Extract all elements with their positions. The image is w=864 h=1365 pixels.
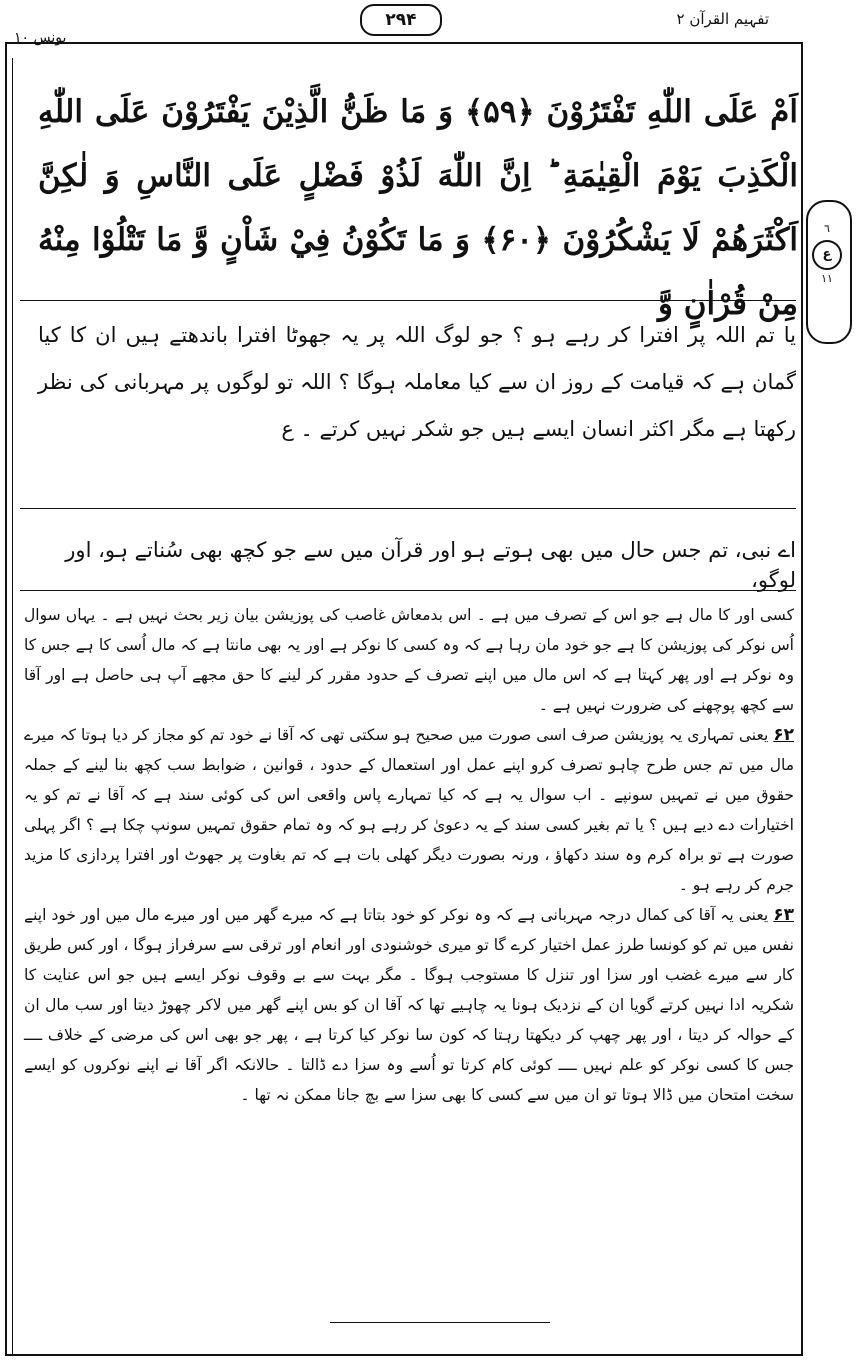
footnote-62 — [24, 720, 794, 900]
ruku-symbol: ع — [812, 240, 842, 270]
arabic-verses: اَمْ عَلَى اللّٰهِ تَفْتَرُوْنَ ﴿۵۹﴾ وَ مَا ظَنُّ الَّذِيْنَ يَفْتَرُوْنَ عَلَى اللّٰهِ الْكَذِبَ يَوْمَ الْقِيٰمَةِ ؕ اِنَّ اللّٰهَ لَذُوْ فَضْلٍ عَلَى النَّاسِ وَ لٰكِنَّ اَكْثَرَهُمْ لَا يَشْكُرُوْنَ ﴿۶۰﴾ وَ مَا تَكُوْنُ فِيْ شَاْنٍ وَّ مَا تَتْلُوْا مِنْهُ مِنْ قُرْاٰنٍ وَّ — [38, 94, 798, 322]
note-continuation: کسی اور کا مال ہے جو اس کے تصرف میں ہے ۔ اس بدمعاش غاصب کی پوزیشن بیان زیر بحث نہیں ہے ۔ یہاں سوال اُس نوکر کی پوزیشن کا ہے جو خود مان رہا ہے کہ وہ کسی کا نوکر ہے اور یہ بھی مانتا ہے کہ مال اُسی کا ہے جس کا وہ نوکر ہے اور پھر کہتا ہے کہ اس مال میں اپنے تصرف کے حدود مقرر کر لینے کا حق مجھے آپ ہی حاصل ہے اور آقا سے کچھ پوچھنے کی ضرورت نہیں ہے ۔ — [24, 606, 794, 714]
divider-translation — [20, 508, 796, 509]
footnote-63 — [24, 900, 794, 1110]
divider-arabic — [20, 300, 796, 301]
divider-notes — [20, 590, 796, 591]
end-rule — [330, 1322, 550, 1323]
footnote-62-text: یعنی تمہاری یہ پوزیشن صرف اسی صورت میں صحیح ہو سکتی تھی کہ آقا نے خود تم کو مجاز کر دیا ہوتا کہ میرے مال میں تم جس طرح چاہو تصرف کرو اپنے عمل اور استعمال کے حدود ، قوانین ، ضوابط سب کچھ بنا لینے کے جملہ حقوق میں نے تمہیں سونپے ۔ اب سوال یہ ہے کہ کیا تمہارے پاس واقعی اس کی کوئی سند ہے کہ آقا نے تم کو یہ اختیارات دے دیے ہیں ؟ یا تم بغیر کسی سند کے یہ دعویٰ کر رہے ہو کہ وہ تمام حقوق تمہیں سونپ چکا ہے ؟ اگر پہلی صورت ہے تو براہ کرم وہ سند دکھاؤ ، ورنہ بصورت دیگر کھلی بات ہے کہ تم بغاوت پر جھوٹ اور افترا پردازی کا مزید جرم کر رہے ہو ۔ — [24, 726, 794, 894]
ruku-bottom-number: ۱۱ — [821, 272, 833, 285]
footnote-63-text: یعنی یہ آقا کی کمال درجہ مہربانی ہے کہ وہ نوکر کو خود بتاتا ہے کہ میرے گھر میں اور میرے مال میں اور خود اپنے نفس میں تم کو کونسا طرز عمل اختیار کرے گا تو میری خوشنودی اور انعام اور ترقی سے سرفراز ہوگا ، اور کس طریق کار سے میرے غضب اور سزا اور تنزل کا مستوجب ہوگا ۔ مگر بہت سے بے وقوف نوکر ایسے ہیں جو اس عنایت کا شکریہ ادا نہیں کرتے گویا ان کے نزدیک ہونا یہ چاہیے تھا کہ آقا ان کو بس اپنے گھر میں لاکر چھوڑ دیتا اور سب مال ان کے حوالہ کر دیتا ، اور پھر چھپ کر دیکھتا رہتا کہ کون سا نوکر کیا کرتا ہے ، پھر جو بھی اس کی مرضی کے خلاف ــــ جس کا کسی نوکر کو علم نہیں ــــ کوئی کام کرتا تو اُسے وہ سزا دے ڈالتا ۔ حالانکہ اگر آقا نے اپنے نوکروں کو ایسے سخت امتحان میں ڈالا ہوتا تو ان میں سے کسی کا بھی سزا سے بچ جانا ممکن نہ تھا ۔ — [24, 906, 794, 1104]
ruku-top-number: ٦ — [824, 222, 830, 235]
surah-label: یونس ۱۰ — [14, 30, 67, 46]
translation-paragraph-1: یا تم اللہ پر افترا کر رہے ہو ؟ جو لوگ اللہ پر یہ جھوٹا افترا باندھتے ہیں ان کا کیا گمان ہے کہ قیامت کے روز ان سے کیا معاملہ ہوگا ؟ اللہ تو لوگوں پر مہربانی کی نظر رکھتا ہے مگر اکثر انسان ایسے ہیں جو شکر نہیں کرتے ۔ ع — [38, 323, 796, 441]
translation-paragraph-2: اے نبی، تم جس حال میں بھی ہوتے ہو اور قرآن میں سے جو کچھ بھی سُناتے ہو، اور لوگو، — [65, 538, 796, 592]
page-header — [0, 0, 864, 44]
commentary-notes — [24, 600, 794, 1110]
footnote-62-label: ۶۲ — [773, 725, 794, 745]
footnote-63-label: ۶۳ — [773, 905, 794, 925]
page-number: ۲۹۴ — [360, 4, 442, 36]
ruku-marker — [806, 200, 848, 340]
book-title: تفہیم القرآن ۲ — [676, 10, 769, 28]
